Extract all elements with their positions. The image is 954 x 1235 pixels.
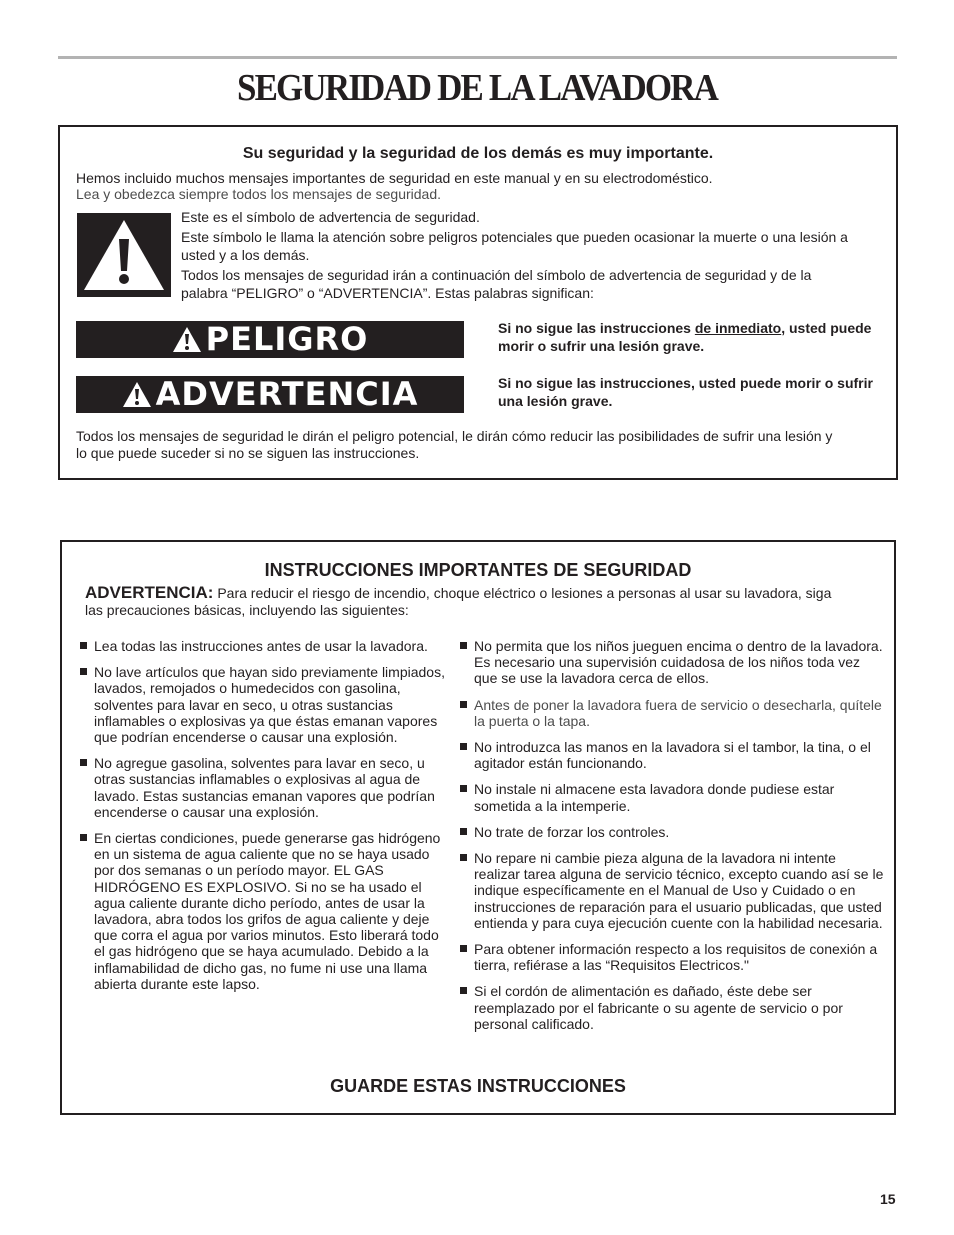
- list-item: En ciertas condiciones, puede generarse gas hidrógeno en un sistema de agua caliente que no se haya usado por dos semanas o un período mayor. EL GAS HIDRÓGENO ES EXPLOSIVO. Si no se ha usado el agua caliente durante dicho período, antes de usar la lavadora, abra todos los grifos de agua caliente y deje que corra el agua por varios minutos. Esto liberará todo el gas hidrógeno que se haya acumulado. Debido a la inflamabilidad de dicho gas, no fume ni use una llama abierta durante este lapso.: [80, 830, 445, 992]
- instructions-heading: INSTRUCCIONES IMPORTANTES DE SEGURIDAD: [264, 560, 692, 580]
- bullet-square-icon: [80, 834, 87, 841]
- closing-text: Todos los mensajes de seguridad le dirán el peligro potencial, le dirán cómo reducir las posibilidades de sufrir una lesión y lo que puede suceder si no se siguen las instrucciones.: [76, 428, 833, 461]
- symbol-line-2: Este símbolo le llama la atención sobre peligros potenciales que pueden ocasionar la muerte o una lesión a usted y a los demás.: [181, 229, 848, 263]
- warning-triangle-icon: [77, 213, 171, 297]
- bullet-square-icon: [460, 785, 467, 792]
- left-instructions-column: [80, 638, 445, 1002]
- safety-instructions-box: [60, 540, 896, 1115]
- intro-line-1: Hemos incluido muchos mensajes importantes de seguridad en este manual y en su electrodoméstico.: [76, 170, 713, 186]
- warning-label: ADVERTENCIA:: [85, 583, 214, 602]
- bullet-square-icon: [80, 642, 87, 649]
- bullet-square-icon: [460, 945, 467, 952]
- peligro-description: [498, 319, 878, 355]
- intro-line-2: Lea y obedezca siempre todos los mensajes de seguridad.: [76, 186, 441, 202]
- bullet-square-icon: [80, 668, 87, 675]
- advertencia-description: Si no sigue las instrucciones, usted puede morir o sufrir una lesión grave.: [498, 375, 873, 409]
- symbol-line-1: Este es el símbolo de advertencia de seguridad.: [181, 209, 480, 225]
- peligro-desc-underline: de inmediato: [694, 320, 782, 336]
- warning-triangle-icon: [122, 381, 152, 408]
- advertencia-label: ADVERTENCIA: [155, 375, 419, 413]
- symbol-line-3: Todos los mensajes de seguridad irán a continuación del símbolo de advertencia de seguridad y de la palabra “PELIGRO” o “ADVERTENCIA”. Estas palabras significan:: [181, 267, 812, 301]
- list-item: No instale ni almacene esta lavadora donde pudiese estar sometida a la intemperie.: [460, 781, 885, 813]
- peligro-desc-text-end: , usted puede morir o sufrir una lesión grave.: [498, 320, 872, 354]
- safety-intro-heading: Su seguridad y la seguridad de los demás es muy importante.: [242, 145, 714, 162]
- bullet-square-icon: [80, 759, 87, 766]
- bullet-square-icon: [460, 854, 467, 861]
- top-rule: [58, 56, 897, 59]
- warning-triangle-icon: [172, 326, 202, 353]
- bullet-square-icon: [460, 642, 467, 649]
- list-item: No lave artículos que hayan sido previamente limpiados, lavados, remojados o humedecidos con gasolina, solventes para lavar en seco, u otras sustancias inflamables o explosivas ya que éstas emanan vapores que podrían encenderse o causar una explosión.: [80, 664, 445, 745]
- bullet-square-icon: [460, 828, 467, 835]
- save-instructions-footer: GUARDE ESTAS INSTRUCCIONES: [330, 1076, 626, 1096]
- peligro-label: PELIGRO: [205, 320, 369, 358]
- page-number: 15: [880, 1191, 896, 1207]
- list-item: No trate de forzar los controles.: [460, 824, 885, 840]
- safety-alert-symbol: [77, 213, 171, 297]
- page-title: SEGURIDAD DE LA LAVADORA: [236, 67, 718, 109]
- bullet-square-icon: [460, 701, 467, 708]
- right-instructions-column: [460, 638, 885, 1042]
- warning-text: Para reducir el riesgo de incendio, choque eléctrico o lesiones a personas al usar su lavadora, siga las precauciones básicas, incluyendo las siguientes:: [85, 585, 832, 618]
- peligro-signal-word: [76, 321, 464, 358]
- advertencia-signal-word: [76, 376, 464, 413]
- list-item: Antes de poner la lavadora fuera de servicio o desecharla, quítele la puerta o la tapa.: [460, 697, 885, 729]
- list-item: Para obtener información respecto a los requisitos de conexión a tierra, refiérase a las “Requisitos Electricos.": [460, 941, 885, 973]
- list-item: No repare ni cambie pieza alguna de la lavadora ni intente realizar tarea alguna de servicio técnico, excepto cuando así se le indique específicamente en el Manual de Uso y Cuidado o en instrucciones de reparación para el usuario publicadas, que usted entienda y para cuya ejecución cuente con la habilidad necesaria.: [460, 850, 885, 931]
- warning-paragraph: [85, 584, 845, 619]
- list-item: No permita que los niños jueguen encima o dentro de la lavadora. Es necesario una supervisión cuidadosa de los niños toda vez que se use la lavadora cerca de ellos.: [460, 638, 885, 687]
- safety-intro-box: [58, 125, 898, 480]
- list-item: No agregue gasolina, solventes para lavar en seco, u otras sustancias inflamables o explosivas al agua de lavado. Estas sustancias emanan vapores que podrían encenderse o causar una explosión.: [80, 755, 445, 820]
- list-item: No introduzca las manos en la lavadora si el tambor, la tina, o el agitador están funcionando.: [460, 739, 885, 771]
- peligro-desc-text: Si no sigue las instrucciones: [498, 320, 695, 336]
- list-item: Si el cordón de alimentación es dañado, éste debe ser reemplazado por el fabricante o su agente de servicio o por personal calificado.: [460, 983, 885, 1032]
- bullet-square-icon: [460, 987, 467, 994]
- bullet-square-icon: [460, 743, 467, 750]
- list-item: Lea todas las instrucciones antes de usar la lavadora.: [80, 638, 445, 654]
